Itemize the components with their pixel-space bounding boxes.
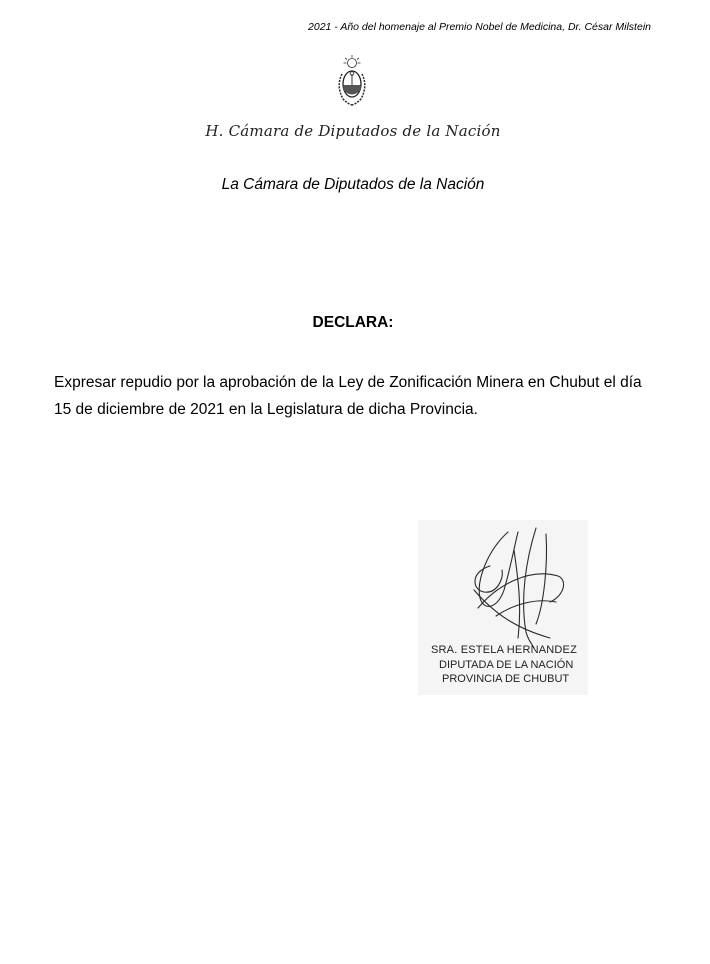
signer-province: PROVINCIA DE CHUBUT (442, 673, 570, 685)
declaration-body (54, 369, 664, 423)
year-motto: 2021 - Año del homenaje al Premio Nobel de Medicina, Dr. César Milstein (308, 21, 651, 33)
coat-of-arms-icon (334, 54, 370, 108)
signer-name: SRA. ESTELA HERNANDEZ (431, 644, 578, 656)
body-line: 15 de diciembre de 2021 en la Legislatura de dicha Provincia. (54, 401, 478, 418)
declara-heading: DECLARA: (312, 314, 394, 331)
handwritten-signature (418, 520, 588, 650)
signature-block (418, 520, 588, 695)
chamber-letterhead: H. Cámara de Diputados de la Nación (205, 122, 501, 140)
signer-role: DIPUTADA DE LA NACIÓN (439, 659, 574, 671)
body-line: Expresar repudio por la aprobación de la Ley de Zonificación Minera en Chubut el día (54, 374, 642, 391)
issuer-title: La Cámara de Diputados de la Nación (221, 176, 485, 193)
